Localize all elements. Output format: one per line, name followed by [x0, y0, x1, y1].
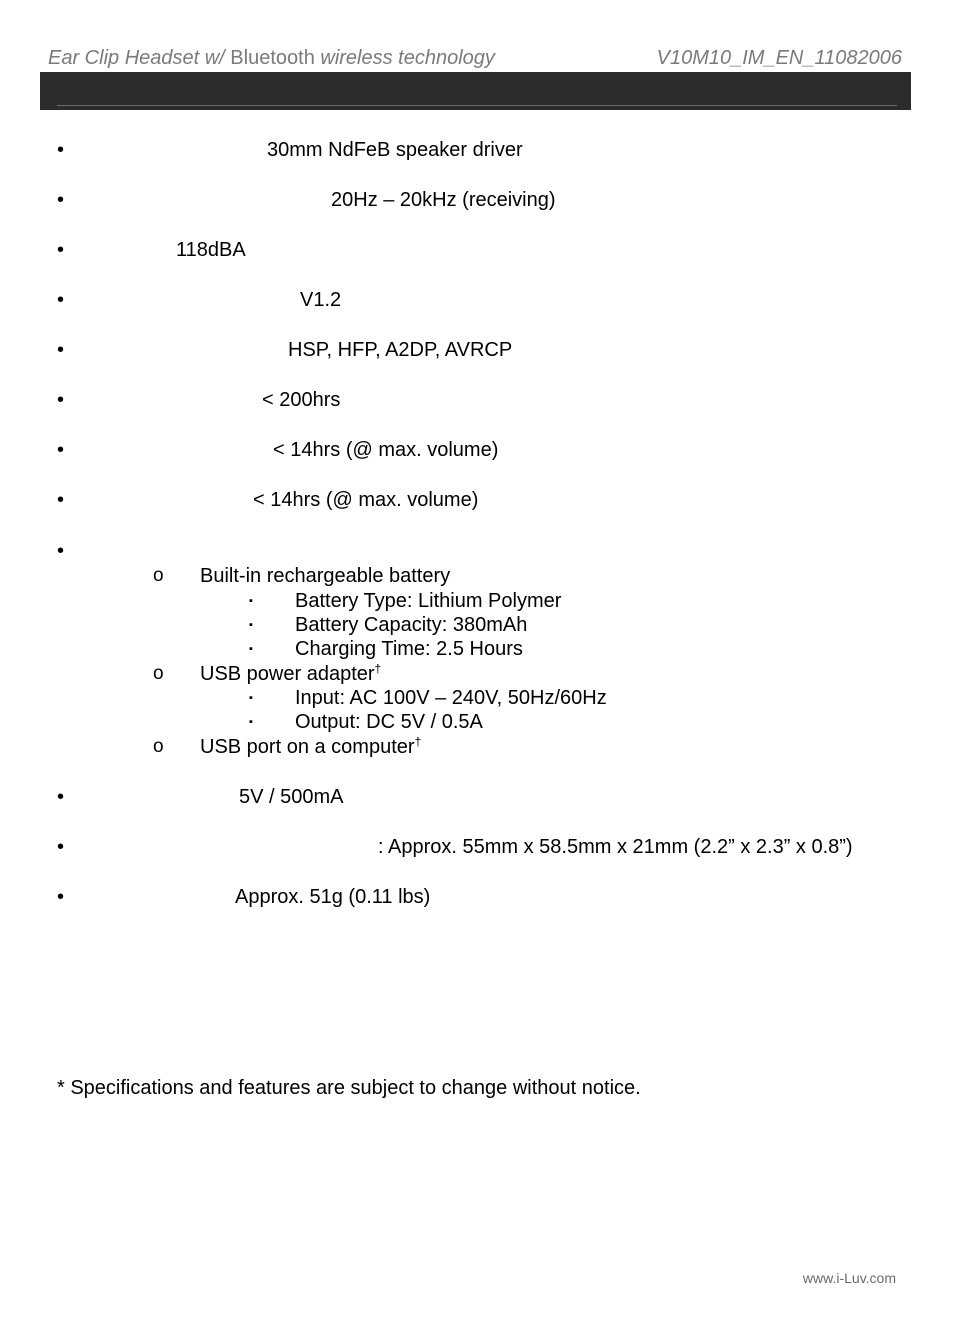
spec-dimensions: : Approx. 55mm x 58.5mm x 21mm (2.2” x 2.3” x 0.8”)	[378, 836, 853, 858]
bullet-icon: •	[57, 139, 65, 161]
bullet-icon: •	[57, 540, 65, 562]
bullet-icon: •	[57, 339, 65, 361]
bullet-icon: •	[57, 189, 65, 211]
section-header-rule	[57, 105, 897, 106]
adapter-output: Output: DC 5V / 0.5A	[295, 711, 483, 733]
spec-weight: Approx. 51g (0.11 lbs)	[235, 886, 431, 908]
spec-speaker-driver: 30mm NdFeB speaker driver	[267, 139, 523, 161]
spec-profiles: HSP, HFP, A2DP, AVRCP	[288, 339, 513, 361]
sub-bullet-icon: o	[153, 663, 164, 684]
bullet-icon: •	[57, 786, 65, 808]
document-title: Ear Clip Headset w/ Bluetooth wireless technology	[48, 47, 495, 69]
sub-bullet-icon: o	[153, 736, 164, 757]
dagger-mark: †	[374, 661, 382, 676]
bullet-icon: •	[57, 289, 65, 311]
spec-charging-input: 5V / 500mA	[239, 786, 344, 808]
bullet-icon: •	[57, 886, 65, 908]
bullet-icon: •	[57, 489, 65, 511]
spec-standby-time: < 200hrs	[262, 389, 341, 411]
footer-url: www.i-Luv.com	[802, 1270, 896, 1286]
bullet-icon: •	[57, 836, 65, 858]
bullet-icon: •	[57, 439, 65, 461]
specifications-disclaimer: * Specifications and features are subject to change without notice.	[57, 1077, 641, 1099]
spec-bluetooth-version: V1.2	[300, 289, 342, 311]
dagger-mark: †	[414, 734, 422, 749]
adapter-input: Input: AC 100V – 240V, 50Hz/60Hz	[295, 687, 607, 709]
bullet-icon: •	[57, 239, 65, 261]
battery-type: Battery Type: Lithium Polymer	[295, 590, 562, 612]
battery-capacity: Battery Capacity: 380mAh	[295, 614, 528, 636]
spec-frequency-response: 20Hz – 20kHz (receiving)	[331, 189, 556, 211]
square-bullet-icon: ▪	[249, 692, 253, 704]
bullet-icon: •	[57, 389, 65, 411]
document-code: V10M10_IM_EN_11082006	[656, 47, 902, 69]
power-battery-label: Built-in rechargeable battery	[200, 565, 451, 587]
power-usb-port-label: USB port on a computer†	[200, 734, 422, 758]
spec-play-time: < 14hrs (@ max. volume)	[253, 489, 479, 511]
square-bullet-icon: ▪	[249, 595, 253, 607]
sub-bullet-icon: o	[153, 565, 164, 586]
square-bullet-icon: ▪	[249, 643, 253, 655]
charging-time: Charging Time: 2.5 Hours	[295, 638, 523, 660]
square-bullet-icon: ▪	[249, 716, 253, 728]
spec-spl: 118dBA	[176, 239, 246, 261]
power-usb-adapter-label: USB power adapter†	[200, 661, 382, 685]
spec-talk-time: < 14hrs (@ max. volume)	[273, 439, 499, 461]
square-bullet-icon: ▪	[249, 619, 253, 631]
